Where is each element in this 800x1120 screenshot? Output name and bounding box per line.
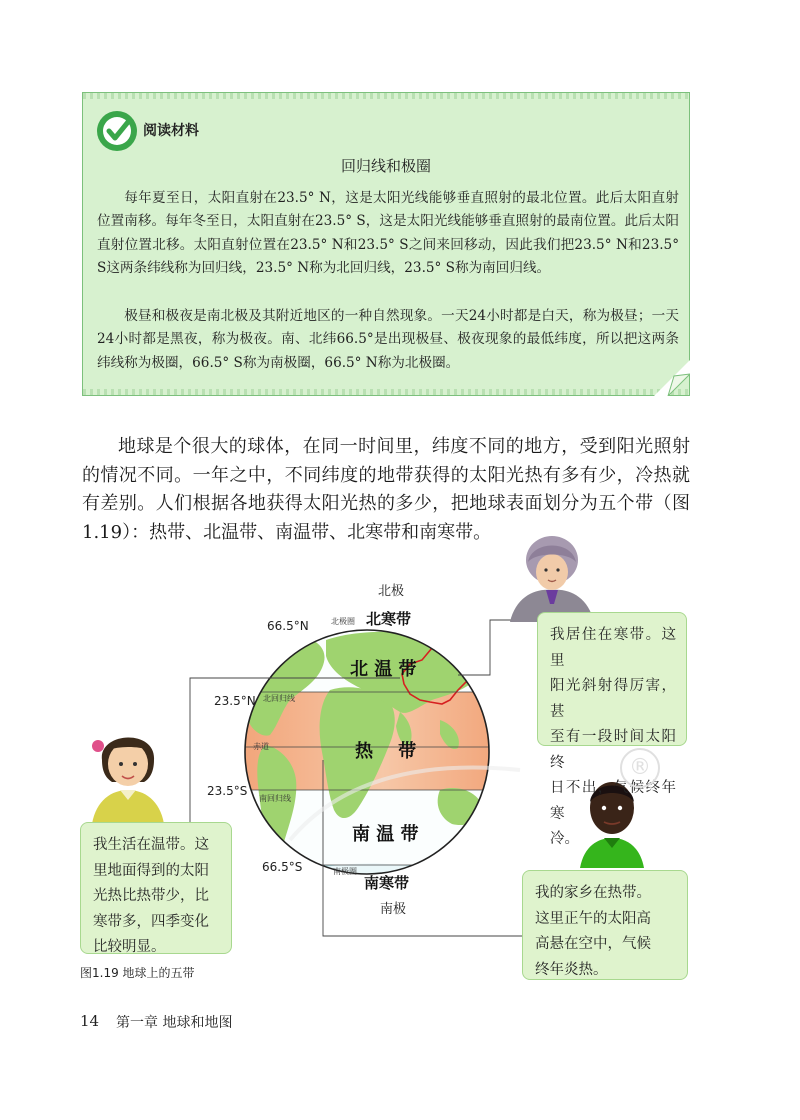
bubble-frigid-line: 冷。 [550,831,579,847]
figure-caption: 图1.19 地球上的五带 [80,966,195,980]
bubble-tropical-line: 终年炎热。 [535,961,608,978]
bubble-tropical-line: 这里正午的太阳高 [535,910,651,927]
lat-23s-label: 23.5°S [207,784,248,798]
south-temperate-zone-label: 南 温 带 [352,824,419,845]
equator-tag: 赤道 [253,742,269,751]
bubble-tropical-line: 我的家乡在热带。 [535,885,651,901]
bubble-temperate-line: 比较明显。 [93,939,166,955]
torrid-zone-label: 热 带 [355,741,417,762]
temperate-child-illustration [82,720,174,824]
bubble-frigid-line: 阳光斜射得厉害，甚 [550,678,676,720]
tropic-capricorn-tag: 南回归线 [259,794,291,803]
bubble-frigid-line: 至有一段时间太阳终 [550,729,676,771]
lat-66n-label: 66.5°N [267,619,309,633]
temperate-zone-speech-bubble [80,822,232,954]
lat-23n-label: 23.5°N [214,694,256,708]
bubble-temperate-line: 我生活在温带。这 [93,837,209,853]
registered-watermark: ® [620,748,660,788]
bubble-temperate-line: 寒带多，四季变化 [93,913,209,930]
page-number: 14 [80,1012,100,1030]
chapter-title: 第一章 地球和地图 [116,1015,233,1031]
reading-title: 回归线和极圈 [340,157,431,175]
antarctic-circle-tag: 南极圈 [333,867,357,876]
bubble-frigid-line: 我居住在寒带。这里 [550,627,676,669]
frigid-zone-speech-bubble [537,612,687,847]
south-pole-label: 南极 [380,902,407,917]
reading-paragraph-2: 极昼和极夜是南北极及其附近地区的一种自然现象。一天24小时都是白天，称为极昼；一天24小时都是黑夜，称为极夜。南、北纬66.5°是出现极昼、极夜现象的最低纬度，所以把这两条纬线称为极圈，66.5° S称为南极圈，66.5° N称为北极圈。 [97,308,679,371]
reading-paragraph-1: 每年夏至日，太阳直射在23.5° N，这是太阳光线能够垂直照射的最北位置。此后太阳直射位置南移。每年冬至日，太阳直射在23.5° S，这是太阳光线能够垂直照射的最南位置。此后太阳直射位置北移。太阳直射位置在23.5° N和23.5° S之间来回移动，因此我们把23.5° N和23.5° S这两条纬线称为回归线，23.5° N称为北回归线，23.5° S称为南回归线。 [97,190,679,277]
north-temperate-zone-label: 北 温 带 [350,659,417,680]
reading-material-label: 阅读材料 [143,123,199,139]
arctic-circle-tag: 北极圈 [331,617,355,626]
lat-66s-label: 66.5°S [262,860,303,874]
bubble-temperate-line: 光热比热带少，比 [93,888,209,904]
south-frigid-zone-label: 南寒带 [364,874,410,892]
bubble-frigid-line: 日不出，气候终年寒 [550,780,676,822]
north-frigid-zone-label: 北寒带 [366,610,412,628]
bubble-temperate-line: 里地面得到的太阳 [93,862,209,879]
tropical-zone-speech-bubble [522,870,688,980]
bubble-tropical-line: 高悬在空中，气候 [535,936,651,952]
body-paragraph: 地球是个很大的球体，在同一时间里，纬度不同的地方，受到阳光照射的情况不同。一年之中，不同纬度的地带获得的太阳光热有多有少，冷热就有差别。人们根据各地获得太阳光热的多少，把地球表面划分为五个带（图1.19）：热带、北温带、南温带、北寒带和南寒带。 [82,436,690,543]
frigid-child-illustration [502,530,602,622]
north-pole-label: 北极 [378,584,405,599]
tropic-cancer-tag: 北回归线 [263,694,295,703]
